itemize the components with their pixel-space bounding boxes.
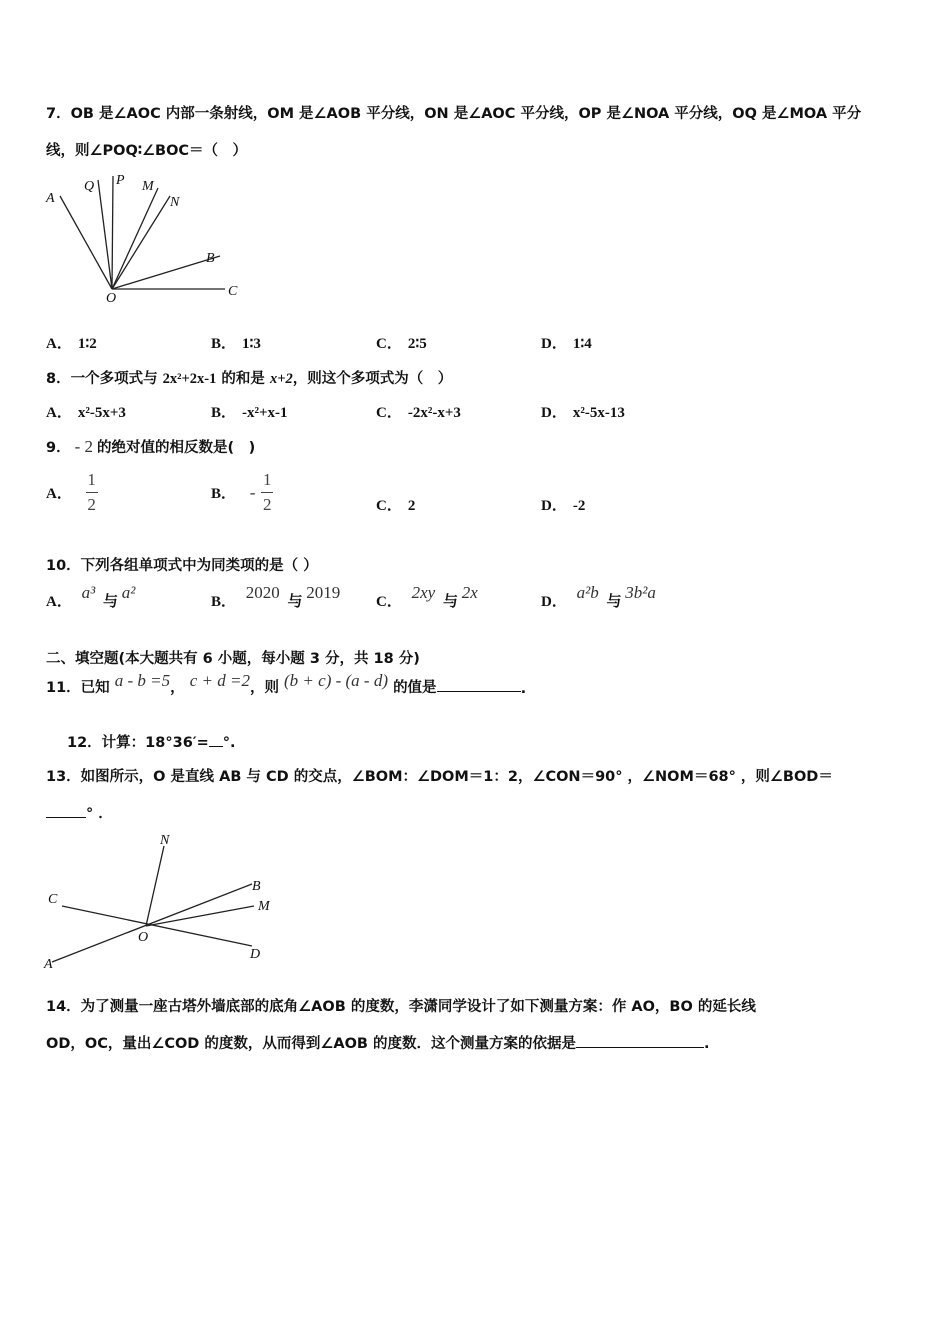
fraction-bar xyxy=(261,492,273,493)
option-left-term: 2020 xyxy=(245,583,280,602)
q9-text: 的绝对值的相反数是( ) xyxy=(97,440,256,456)
option-letter: C． xyxy=(376,498,402,514)
q14-line2-text: OD，OC，量出∠COD 的度数，从而得到∠AOB 的度数．这个测量方案的依据是 xyxy=(46,1036,577,1052)
option-text: x²-5x-13 xyxy=(572,405,625,421)
q9-math: - 2 xyxy=(74,437,94,456)
option-letter: A． xyxy=(46,486,72,502)
q11-number: 11．已知 xyxy=(46,680,110,696)
minus-sign: - xyxy=(249,482,256,502)
label-b: B xyxy=(252,879,261,894)
label-n: N xyxy=(170,195,180,210)
label-n: N xyxy=(160,833,170,848)
label-q: Q xyxy=(84,179,95,194)
option-letter: B． xyxy=(211,594,237,610)
q12-stem xyxy=(67,731,236,752)
q11-text-post: 的值是 xyxy=(393,680,437,696)
connector-yu: 与 xyxy=(287,594,303,610)
q10-option-c[interactable] xyxy=(376,583,478,611)
option-text: 2 xyxy=(407,498,416,514)
q7-option-d[interactable] xyxy=(541,332,592,353)
q14-line1: 14．为了测量一座古塔外墙底部的底角∠AOB 的度数，李潇同学设计了如下测量方案：作 AO，BO 的延长线 xyxy=(46,999,756,1015)
label-d: D xyxy=(250,947,261,962)
q9-option-d[interactable] xyxy=(541,494,585,515)
ray-oa xyxy=(60,196,112,289)
label-m: M xyxy=(142,179,154,194)
q7-option-b[interactable] xyxy=(211,332,261,353)
q12-text: 12．计算：18°36′= xyxy=(67,735,209,751)
q8-stem xyxy=(46,367,452,388)
connector-yu: 与 xyxy=(102,594,118,610)
q14-end: . xyxy=(704,1036,710,1052)
q11-sep: ， xyxy=(170,680,185,696)
q9-option-b[interactable] xyxy=(211,470,273,515)
option-text: -x²+x-1 xyxy=(242,405,288,421)
q8-option-d[interactable] xyxy=(541,401,625,422)
option-letter: D． xyxy=(541,594,567,610)
q13-line2-end: ° ． xyxy=(86,806,113,822)
option-letter: C． xyxy=(376,405,402,421)
q8-option-c[interactable] xyxy=(376,401,461,422)
denominator: 2 xyxy=(87,495,96,514)
q8-option-a[interactable] xyxy=(46,401,126,422)
q8-option-b[interactable] xyxy=(211,401,288,422)
q10-option-a[interactable] xyxy=(46,583,136,611)
option-left-term: a²b xyxy=(576,583,599,602)
q11-end: . xyxy=(520,681,527,697)
label-c: C xyxy=(48,892,58,907)
q13-figure xyxy=(40,828,290,973)
section-title: 二、填空题(本大题共有 6 小题，每小题 3 分，共 18 分) xyxy=(46,651,420,667)
option-right-term: 2x xyxy=(461,583,478,602)
option-letter: C． xyxy=(376,336,402,352)
option-right-term: 2019 xyxy=(306,583,341,602)
numerator: 1 xyxy=(262,470,272,489)
option-right-term: a² xyxy=(121,583,136,602)
denominator: 2 xyxy=(262,495,272,514)
q7-line1: 7．OB 是∠AOC 内部一条射线，OM 是∠AOB 平分线，ON 是∠AOC 平分线，OP 是∠NOA 平分线，OQ 是∠MOA 平分 xyxy=(46,106,862,122)
option-letter: D． xyxy=(541,498,567,514)
label-a: A xyxy=(44,957,53,972)
option-letter: B． xyxy=(211,405,237,421)
option-letter: A． xyxy=(46,336,72,352)
q8-text-post: ，则这个多项式为（ ） xyxy=(292,371,453,387)
label-p: P xyxy=(116,173,125,188)
q7-option-c[interactable] xyxy=(376,332,427,353)
q7-line2: 线，则∠POQ∶∠BOC＝（ ） xyxy=(46,143,248,159)
option-left-term: a³ xyxy=(81,583,96,602)
label-c: C xyxy=(228,284,238,299)
q9-number: 9． xyxy=(46,440,71,456)
q11-math3: (b + c) - (a - d) xyxy=(284,671,388,690)
answer-blank[interactable] xyxy=(46,817,86,818)
q11-math2: c + d =2 xyxy=(189,671,250,690)
option-letter: D． xyxy=(541,336,567,352)
label-a: A xyxy=(46,191,55,206)
option-letter: A． xyxy=(46,405,72,421)
label-o: O xyxy=(138,930,149,945)
fraction-bar xyxy=(86,492,98,493)
option-letter: B． xyxy=(211,486,237,502)
connector-yu: 与 xyxy=(606,594,622,610)
q9-option-c[interactable] xyxy=(376,494,415,515)
label-o: O xyxy=(106,291,117,306)
q10-option-d[interactable] xyxy=(541,583,656,611)
connector-yu: 与 xyxy=(442,594,458,610)
q8-expr2: x+2 xyxy=(269,371,293,387)
option-text: 1∶4 xyxy=(572,336,592,352)
label-b: B xyxy=(206,251,215,266)
q10-option-b[interactable] xyxy=(211,583,341,611)
option-letter: A． xyxy=(46,594,72,610)
option-letter: C． xyxy=(376,594,402,610)
q12-end: °. xyxy=(222,735,236,751)
ray-on xyxy=(146,846,164,926)
ray-ob xyxy=(112,256,220,289)
q13-line2 xyxy=(46,802,113,823)
q8-expr: 2x²+2x-1 xyxy=(162,371,217,387)
answer-blank[interactable] xyxy=(209,746,223,747)
fraction xyxy=(261,470,273,515)
answer-blank[interactable] xyxy=(576,1047,704,1048)
option-letter: B． xyxy=(211,336,237,352)
fraction xyxy=(86,470,98,515)
q7-option-a[interactable] xyxy=(46,332,97,353)
q8-text-mid: 的和是 xyxy=(216,371,270,387)
option-text: 2∶5 xyxy=(407,336,427,352)
q11-sep2: ，则 xyxy=(249,680,279,696)
q8-number: 8． xyxy=(46,371,71,387)
option-text: -2 xyxy=(572,498,586,514)
option-letter: D． xyxy=(541,405,567,421)
line-ab xyxy=(52,884,252,962)
q11-math1: a - b =5 xyxy=(114,671,171,690)
option-left-term: 2xy xyxy=(411,583,436,602)
q11-stem xyxy=(46,671,527,697)
option-text: x²-5x+3 xyxy=(77,405,126,421)
ray-op xyxy=(112,176,113,289)
answer-blank[interactable] xyxy=(437,691,521,692)
option-text: 1∶3 xyxy=(242,336,261,352)
ray-oq xyxy=(98,180,112,289)
q9-stem xyxy=(46,436,255,457)
q14-line2 xyxy=(46,1032,710,1053)
label-m: M xyxy=(258,899,270,914)
ray-om xyxy=(112,188,158,289)
q13-line1: 13．如图所示，O 是直线 AB 与 CD 的交点，∠BOM：∠DOM＝1：2，∠CON＝90° ，∠NOM＝68° ，则∠BOD＝ xyxy=(46,769,833,785)
option-text: 1∶2 xyxy=(77,336,97,352)
q8-text-pre: 一个多项式与 xyxy=(70,371,163,387)
q9-option-a[interactable] xyxy=(46,470,98,515)
q10-stem: 10．下列各组单项式中为同类项的是（ ） xyxy=(46,558,318,574)
q7-figure xyxy=(40,168,260,308)
option-right-term: 3b²a xyxy=(625,583,656,602)
option-text: -2x²-x+3 xyxy=(407,405,461,421)
ray-om xyxy=(146,906,254,926)
numerator: 1 xyxy=(87,470,96,489)
ray-on xyxy=(112,196,170,289)
